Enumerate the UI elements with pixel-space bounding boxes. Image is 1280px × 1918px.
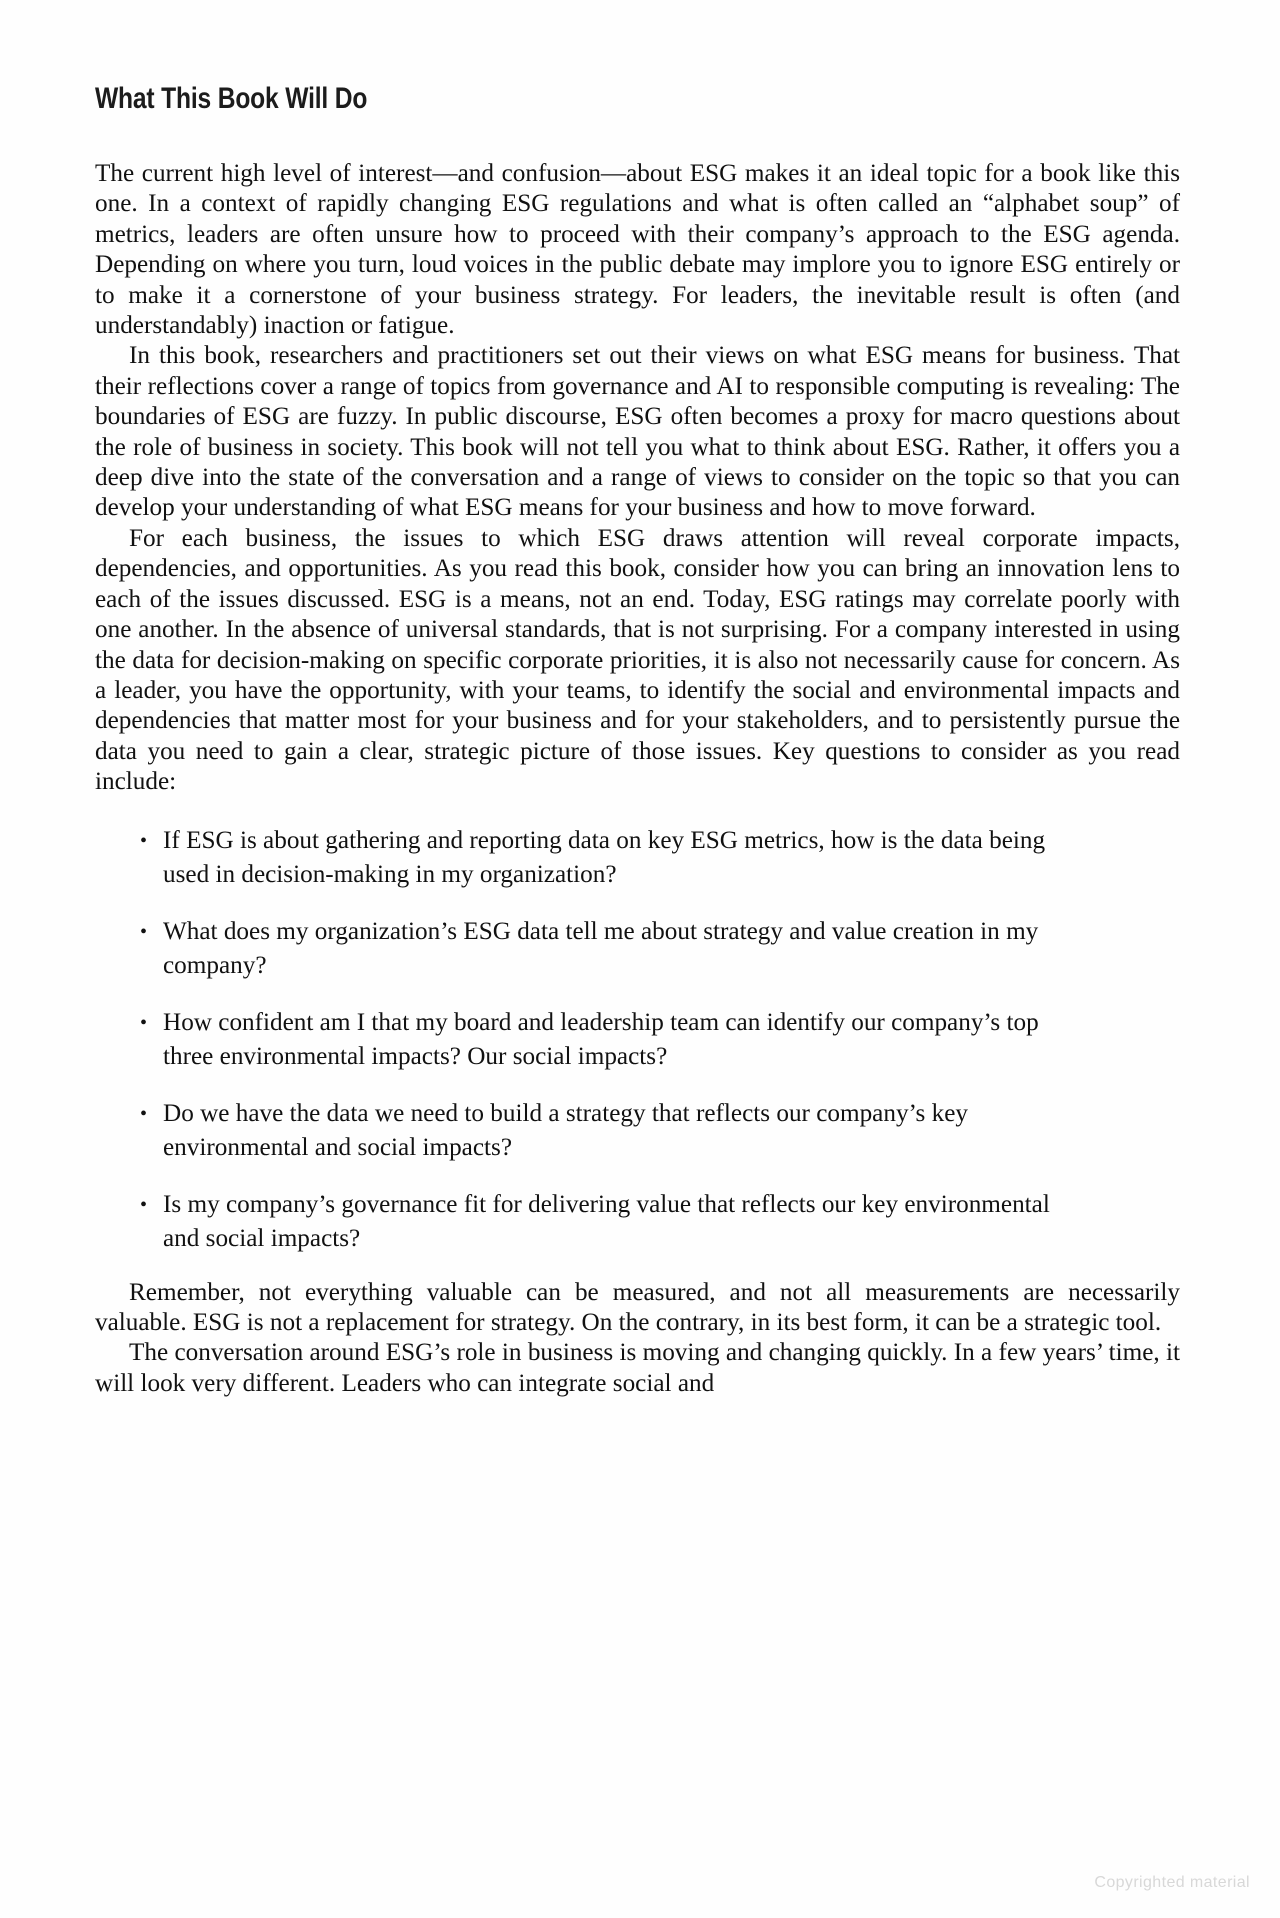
list-item-text: How confident am I that my board and leadership team can identify our company’s top three environmental impacts? Our social impacts? bbox=[163, 1008, 1039, 1070]
bullet-icon: • bbox=[140, 1193, 148, 1216]
body-paragraph: The current high level of interest—and confusion—about ESG makes it an ideal topic for a book like this one. In a context of rapidly changing ESG regulations and what is often called an “alphabet soup” of metrics, leaders are often unsure how to proceed with their company’s approach to the ESG agenda. Depending on where you turn, loud voices in the public debate may implore you to ignore ESG entirely or to make it a cornerstone of your business strategy. For leaders, the inevitable result is often (and understandably) inaction or fatigue. bbox=[95, 160, 1180, 340]
page-title: What This Book Will Do bbox=[95, 82, 368, 115]
list-item bbox=[95, 1006, 1053, 1074]
body-paragraph: The conversation around ESG’s role in business is moving and changing quickly. In a few years’ time, it will look very different. Leaders who can integrate social and bbox=[95, 1339, 1180, 1397]
bullet-icon: • bbox=[140, 829, 148, 852]
list-item-text: If ESG is about gathering and reporting data on key ESG metrics, how is the data being used in decision-making in my organization? bbox=[163, 826, 1046, 888]
list-item-text: What does my organization’s ESG data tell me about strategy and value creation in my company? bbox=[163, 917, 1039, 979]
list-item bbox=[95, 1188, 1053, 1256]
list-item-text: Do we have the data we need to build a strategy that reflects our company’s key environmental and social impacts? bbox=[163, 1099, 969, 1161]
key-questions-list bbox=[95, 824, 1180, 1256]
bullet-icon: • bbox=[140, 920, 148, 943]
list-item-text: Is my company’s governance fit for delivering value that reflects our key environmental and social impacts? bbox=[163, 1190, 1050, 1252]
list-item bbox=[95, 824, 1053, 892]
copyright-watermark: Copyrighted material bbox=[1094, 1874, 1250, 1891]
list-item bbox=[95, 915, 1053, 983]
bullet-icon: • bbox=[140, 1011, 148, 1034]
body-paragraph: In this book, researchers and practitioners set out their views on what ESG means for business. That their reflections cover a range of topics from governance and AI to responsible computing is revealing: The boundaries of ESG are fuzzy. In public discourse, ESG often becomes a proxy for macro questions about the role of business in society. This book will not tell you what to think about ESG. Rather, it offers you a deep dive into the state of the conversation and a range of views to consider on the topic so that you can develop your understanding of what ESG means for your business and how to move forward. bbox=[95, 342, 1180, 522]
body-paragraph: For each business, the issues to which ESG draws attention will reveal corporate impacts, dependencies, and opportunities. As you read this book, consider how you can bring an innovation lens to each of the issues discussed. ESG is a means, not an end. Today, ESG ratings may correlate poorly with one another. In the absence of universal standards, that is not surprising. For a company interested in using the data for decision-making on specific corporate priorities, it is also not necessarily cause for concern. As a leader, you have the opportunity, with your teams, to identify the social and environmental impacts and dependencies that matter most for your business and for your stakeholders, and to persistently pursue the data you need to gain a clear, strategic picture of those issues. Key questions to consider as you read include: bbox=[95, 524, 1180, 796]
list-item bbox=[95, 1097, 1053, 1165]
page-content bbox=[95, 82, 1180, 1399]
bullet-icon: • bbox=[140, 1102, 148, 1125]
body-paragraph: Remember, not everything valuable can be measured, and not all measurements are necessarily valuable. ESG is not a replacement for strategy. On the contrary, in its best form, it can be a strategic tool. bbox=[95, 1278, 1180, 1336]
